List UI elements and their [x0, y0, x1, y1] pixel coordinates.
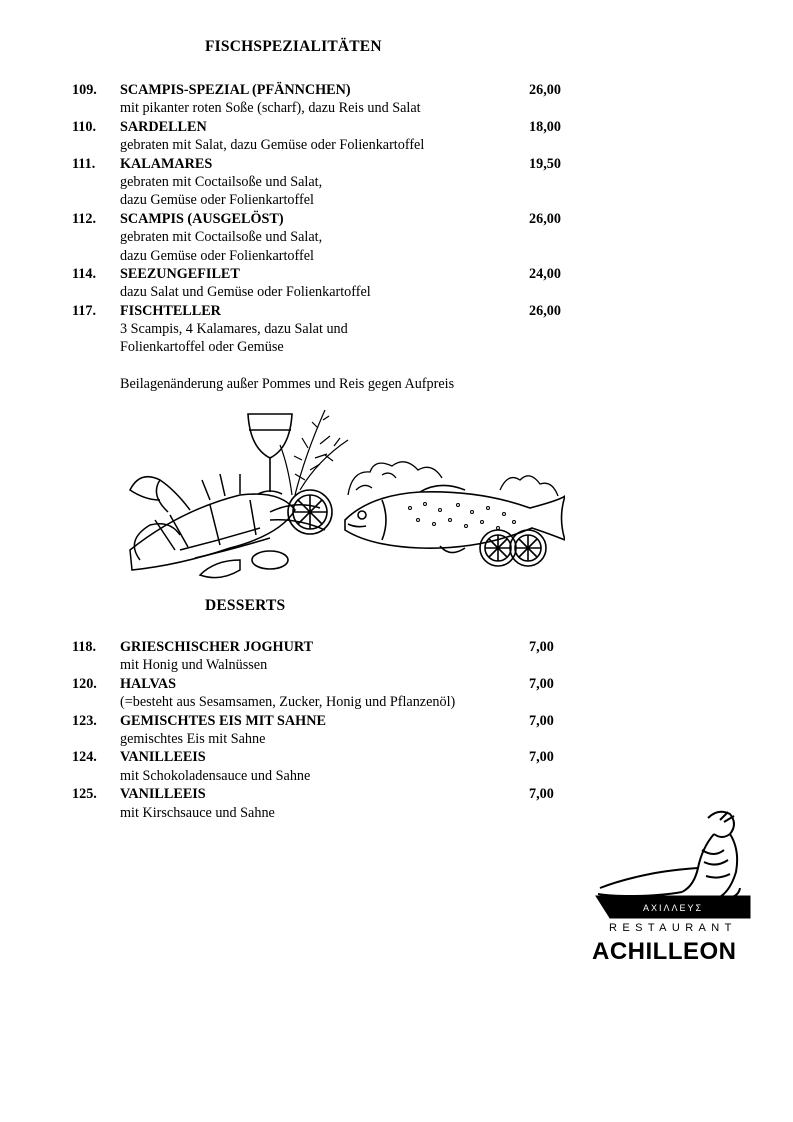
menu-item-price: 18,00 — [529, 118, 561, 135]
menu-item-description: mit pikanter roten Soße (scharf), dazu Reis und Salat — [120, 100, 421, 117]
menu-item-description: dazu Salat und Gemüse oder Folienkartoffel — [120, 284, 371, 301]
menu-item-description: dazu Gemüse oder Folienkartoffel — [120, 192, 314, 209]
menu-item-header — [72, 712, 592, 730]
wine-glass-icon — [248, 414, 292, 494]
menu-item-name: GRIESCHISCHER JOGHURT — [120, 639, 314, 655]
herbs-icon — [280, 410, 348, 495]
menu-item-price: 26,00 — [529, 210, 561, 227]
menu-item — [72, 210, 592, 265]
menu-item-number: 117. — [72, 302, 97, 319]
lettuce-icon — [348, 462, 558, 496]
menu-item-name: SARDELLEN — [120, 118, 207, 135]
menu-item-description: 3 Scampis, 4 Kalamares, dazu Salat und — [120, 321, 348, 338]
menu-item — [72, 81, 592, 118]
menu-item-description: mit Kirschsauce und Sahne — [120, 804, 275, 821]
menu-item — [72, 302, 592, 357]
menu-item-price: 7,00 — [529, 712, 554, 729]
menu-item — [72, 785, 592, 822]
logo-restaurant-name: ACHILLEON — [592, 938, 737, 965]
menu-item-number: 124. — [72, 749, 97, 766]
menu-item-number: 114. — [72, 265, 97, 282]
menu-item-name: VANILLEEIS — [120, 786, 206, 803]
menu-item-header — [72, 302, 592, 320]
fish-icon — [345, 485, 565, 552]
desserts-section-title: DESSERTS — [205, 597, 286, 614]
fisch-menu-list — [72, 81, 592, 357]
menu-item — [72, 155, 592, 210]
menu-item — [72, 748, 592, 785]
lemon-slice-icon — [252, 490, 332, 569]
menu-item-header — [72, 155, 592, 173]
desserts-menu-list — [72, 638, 592, 822]
menu-item-number: 123. — [72, 712, 97, 729]
menu-item-header — [72, 638, 592, 656]
seafood-illustration — [120, 400, 565, 585]
menu-item-number: 125. — [72, 786, 97, 803]
menu-item-name: GEMISCHTES EIS MIT SAHNE — [120, 712, 326, 729]
menu-item — [72, 638, 592, 675]
menu-item-name: HALVAS — [120, 675, 176, 692]
menu-item-name: FISCHTELLER — [120, 302, 221, 319]
menu-item-price: 7,00 — [529, 749, 554, 766]
menu-item-description: mit Honig und Walnüssen — [120, 657, 268, 674]
menu-item-header — [72, 748, 592, 766]
fisch-section-title: FISCHSPEZIALITÄTEN — [205, 38, 382, 55]
menu-item-number: 118. — [72, 639, 97, 655]
menu-item-name: VANILLEEIS — [120, 749, 206, 766]
menu-item-header — [72, 210, 592, 228]
menu-item-description: gebraten mit Coctailsoße und Salat, — [120, 173, 323, 190]
menu-item — [72, 265, 592, 302]
menu-item-name: SCAMPIS-SPEZIAL (PFÄNNCHEN) — [120, 82, 351, 98]
logo-restaurant-label: RESTAURANT — [609, 922, 737, 934]
menu-item-number: 120. — [72, 675, 97, 692]
menu-item-price: 26,00 — [529, 82, 561, 98]
menu-item-price: 7,00 — [529, 675, 554, 692]
side-dish-note: Beilagenänderung außer Pommes und Reis gegen Aufpreis — [120, 376, 455, 392]
menu-item-name: SEEZUNGEFILET — [120, 265, 240, 282]
menu-item — [72, 675, 592, 712]
menu-item-description: Folienkartoffel oder Gemüse — [120, 339, 284, 356]
menu-item-header — [72, 785, 592, 803]
menu-item-description: gemischtes Eis mit Sahne — [120, 730, 266, 747]
menu-item-description: dazu Gemüse oder Folienkartoffel — [120, 247, 314, 264]
menu-item-name: KALAMARES — [120, 155, 213, 172]
menu-item-price: 19,50 — [529, 155, 561, 172]
menu-item-price: 26,00 — [529, 302, 561, 319]
menu-item-name: SCAMPIS (AUSGELÖST) — [120, 210, 284, 227]
menu-item-header — [72, 118, 592, 136]
menu-item-price: 7,00 — [529, 786, 554, 803]
menu-item — [72, 118, 592, 155]
menu-item-number: 109. — [72, 82, 97, 98]
menu-item-number: 111. — [72, 155, 96, 172]
menu-item-header — [72, 675, 592, 693]
menu-item-description: gebraten mit Coctailsoße und Salat, — [120, 229, 323, 246]
menu-item-price: 24,00 — [529, 265, 561, 282]
menu-item-header — [72, 81, 592, 99]
menu-item-number: 110. — [72, 118, 97, 135]
lobster-icon — [130, 474, 325, 578]
menu-item-description: mit Schokoladensauce und Sahne — [120, 767, 311, 784]
menu-item — [72, 712, 592, 749]
menu-item-number: 112. — [72, 210, 97, 227]
menu-item-description: (=besteht aus Sesamsamen, Zucker, Honig und Pflanzenöl) — [120, 694, 456, 711]
logo-plaque-text: ΑΧΙΛΛΕΥΣ — [642, 903, 704, 913]
menu-item-description: gebraten mit Salat, dazu Gemüse oder Folienkartoffel — [120, 137, 425, 154]
menu-item-header — [72, 265, 592, 283]
menu-item-price: 7,00 — [529, 639, 554, 655]
